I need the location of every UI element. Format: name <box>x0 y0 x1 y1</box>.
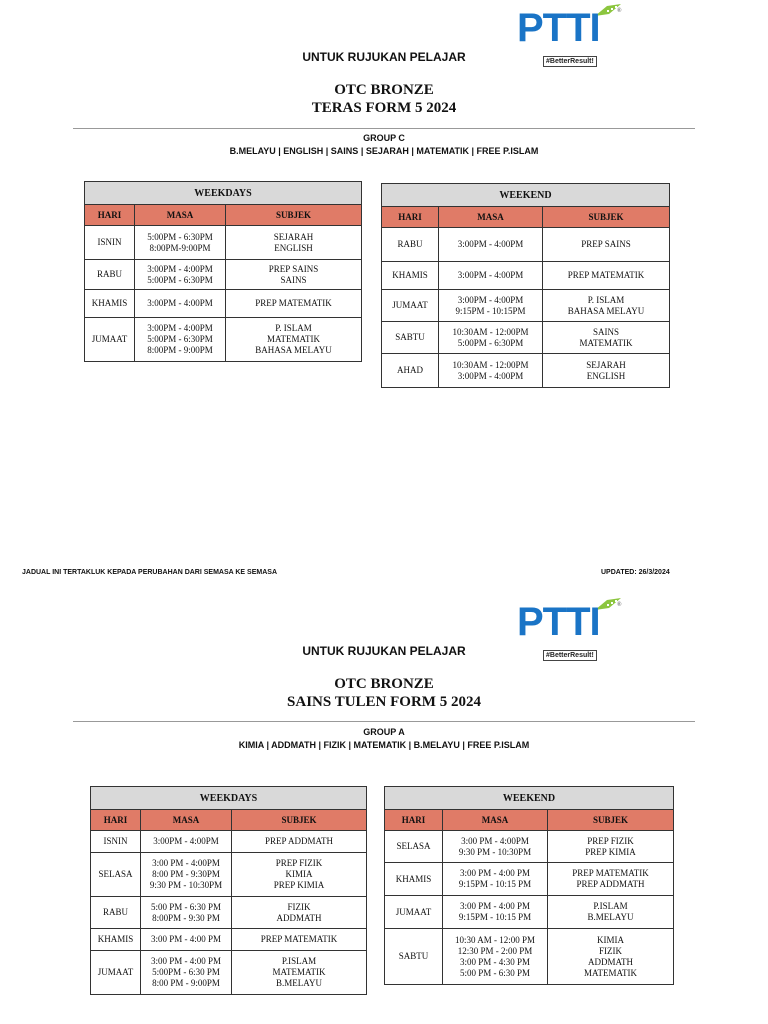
time-cell <box>135 226 226 260</box>
column-header-hari: HARI <box>91 810 141 831</box>
time-slot: 10:30AM - 12:00PM <box>452 359 529 370</box>
subject-cell <box>548 896 674 929</box>
divider <box>73 128 695 129</box>
subject-name: PREP MATEMATIK <box>260 934 338 944</box>
time-cell <box>439 262 543 290</box>
time-slot: 3:00 PM - 4:00PM <box>461 835 529 846</box>
subject-name: PREP KIMIA <box>585 846 636 857</box>
subject-name: PREP MATEMATIK <box>567 270 645 280</box>
time-slot: 9:30 PM - 10:30PM <box>458 846 532 857</box>
time-cell <box>439 228 543 262</box>
subject-cell <box>226 318 362 362</box>
time-slot: 3:00PM - 4:00PM <box>153 836 219 846</box>
weekend-table <box>384 786 674 985</box>
time-slot: 3:00 PM - 4:00 PM <box>150 934 221 944</box>
subject-name: B.MELAYU <box>587 912 634 922</box>
column-header-subjek: SUBJEK <box>226 205 362 226</box>
table-row <box>385 831 674 863</box>
subject-cell <box>543 290 670 322</box>
rujukan-label: UNTUK RUJUKAN PELAJAR <box>302 644 466 658</box>
day-cell: AHAD <box>382 354 439 388</box>
subject-list: KIMIA | ADDMATH | FIZIK | MATEMATIK | B.MELAYU | FREE P.ISLAM <box>238 740 530 750</box>
time-slot: 5:00PM - 6:30PM <box>457 337 524 348</box>
group-label: GROUP A <box>363 727 405 737</box>
subject-name: ADDMATH <box>276 912 322 923</box>
subject-name: ENGLISH <box>586 370 626 381</box>
time-slot: 3:00PM - 4:00PM <box>147 263 213 274</box>
group-label: GROUP C <box>363 133 405 143</box>
subject-cell <box>543 322 670 354</box>
group-info <box>84 726 684 752</box>
section-header: WEEKDAYS <box>91 787 367 810</box>
title-line-2: SAINS TULEN FORM 5 2024 <box>287 694 481 710</box>
time-slot: 8:00PM-9:00PM <box>149 242 211 253</box>
time-slot: 9:15PM - 10:15 PM <box>458 879 532 889</box>
day-cell: RABU <box>382 228 439 262</box>
subject-name: MATEMATIK <box>267 334 320 344</box>
subject-name: ENGLISH <box>274 242 313 253</box>
subject-name: PREP MATEMATIK <box>572 868 649 878</box>
table-row <box>91 853 367 897</box>
rujukan-label: UNTUK RUJUKAN PELAJAR <box>302 50 466 64</box>
day-cell: SELASA <box>91 853 141 897</box>
day-cell: RABU <box>91 897 141 929</box>
time-cell <box>439 322 543 354</box>
time-cell <box>141 831 232 853</box>
subject-cell <box>232 929 367 951</box>
table-row <box>85 226 362 260</box>
time-cell <box>443 896 548 929</box>
time-slot: 3:00 PM - 4:00PM <box>152 858 220 868</box>
column-header-masa: MASA <box>141 810 232 831</box>
day-cell: JUMAAT <box>385 896 443 929</box>
section-header: WEEKDAYS <box>85 182 362 205</box>
subject-cell <box>232 853 367 897</box>
column-header-masa: MASA <box>443 810 548 831</box>
subject-cell <box>543 354 670 388</box>
day-cell: KHAMIS <box>85 290 135 318</box>
footer-updated: UPDATED: 26/3/2024 <box>601 569 670 576</box>
time-slot: 10:30AM - 12:00PM <box>452 326 529 337</box>
table-row <box>382 354 670 388</box>
column-header-masa: MASA <box>135 205 226 226</box>
title-line-1: OTC BRONZE <box>334 82 434 98</box>
column-header-subjek: SUBJEK <box>232 810 367 831</box>
section-header: WEEKEND <box>382 184 670 207</box>
time-slot: 8:00PM - 9:30 PM <box>152 912 220 923</box>
time-slot: 3:00 PM - 4:30 PM <box>459 956 530 967</box>
subject-name: SAINS <box>280 274 307 285</box>
time-slot: 3:00PM - 4:00PM <box>147 323 213 333</box>
subject-cell <box>232 831 367 853</box>
table-row <box>91 831 367 853</box>
time-slot: 3:00 PM - 4:00 PM <box>459 901 530 911</box>
logo-wordmark: PTTI <box>517 600 600 644</box>
day-cell: JUMAAT <box>91 951 141 995</box>
time-slot: 3:00PM - 4:00PM <box>457 370 524 381</box>
time-slot: 5:00PM - 6:30PM <box>147 274 213 285</box>
subject-name: PREP SAINS <box>268 263 319 274</box>
time-slot: 5:00PM - 6:30PM <box>147 231 213 242</box>
subject-name: SEJARAH <box>586 359 626 370</box>
time-slot: 3:00PM - 4:00PM <box>147 298 213 308</box>
subject-cell <box>548 863 674 896</box>
time-cell <box>135 260 226 290</box>
subject-name: KIMIA <box>285 869 313 879</box>
time-cell <box>141 853 232 897</box>
time-slot: 12:30 PM - 2:00 PM <box>457 945 533 956</box>
table-row <box>382 322 670 354</box>
subject-cell <box>548 831 674 863</box>
time-slot: 9:15PM - 10:15PM <box>455 305 526 316</box>
subject-name: PREP FIZIK <box>275 858 323 868</box>
subject-cell <box>226 260 362 290</box>
time-slot: 3:00PM - 4:00PM <box>457 270 524 280</box>
table-row <box>385 863 674 896</box>
table-row <box>91 897 367 929</box>
time-slot: 9:15PM - 10:15 PM <box>458 912 532 922</box>
time-cell <box>141 951 232 995</box>
time-slot: 3:00PM - 4:00PM <box>457 294 524 305</box>
subject-name: P.ISLAM <box>281 956 317 966</box>
table-row <box>91 951 367 995</box>
logo-wordmark: PTTI <box>517 6 600 50</box>
registered-mark: ® <box>617 8 622 14</box>
table-row <box>85 260 362 290</box>
time-slot: 3:00PM - 4:00PM <box>457 239 524 249</box>
subject-name: BAHASA MELAYU <box>255 345 332 355</box>
subject-name: FIZIK <box>599 945 622 956</box>
registered-mark: ® <box>617 602 622 608</box>
subject-cell <box>232 897 367 929</box>
column-header-hari: HARI <box>85 205 135 226</box>
page-title <box>184 81 584 117</box>
subject-cell <box>226 290 362 318</box>
time-cell <box>439 354 543 388</box>
subject-name: PREP KIMIA <box>273 880 325 890</box>
table-row <box>385 896 674 929</box>
time-cell <box>135 318 226 362</box>
title-line-2: TERAS FORM 5 2024 <box>311 100 457 116</box>
time-cell <box>443 831 548 863</box>
time-slot: 5:00 PM - 6:30 PM <box>150 901 221 912</box>
subject-cell <box>232 951 367 995</box>
time-slot: 10:30 AM - 12:00 PM <box>454 934 535 945</box>
subject-name: SEJARAH <box>273 231 314 242</box>
subject-name: P. ISLAM <box>275 323 312 333</box>
divider <box>73 721 695 722</box>
section-header: WEEKEND <box>385 787 674 810</box>
subject-name: SAINS <box>592 326 619 337</box>
subject-name: ADDMATH <box>588 956 633 967</box>
table-row <box>382 228 670 262</box>
day-cell: JUMAAT <box>85 318 135 362</box>
subject-name: MATEMATIK <box>272 967 326 977</box>
weekdays-table <box>90 786 367 995</box>
subject-name: PREP ADDMATH <box>265 836 333 846</box>
table-row <box>385 929 674 985</box>
time-cell <box>141 929 232 951</box>
time-slot: 5:00PM - 6:30 PM <box>152 967 220 977</box>
column-header-hari: HARI <box>385 810 443 831</box>
day-cell: KHAMIS <box>91 929 141 951</box>
subject-name: B.MELAYU <box>276 978 322 988</box>
time-slot: 3:00 PM - 4:00 PM <box>150 956 221 966</box>
subject-name: PREP ADDMATH <box>576 879 645 889</box>
day-cell: ISNIN <box>91 831 141 853</box>
subject-name: PREP MATEMATIK <box>255 298 332 308</box>
time-slot: 5:00PM - 6:30PM <box>147 334 213 344</box>
subject-name: FIZIK <box>287 901 311 912</box>
time-cell <box>141 897 232 929</box>
time-slot: 9:30 PM - 10:30PM <box>149 880 223 890</box>
day-cell: SABTU <box>382 322 439 354</box>
table-row <box>85 318 362 362</box>
subject-name: KIMIA <box>597 934 624 945</box>
subject-name: MATEMATIK <box>579 337 633 348</box>
day-cell: SELASA <box>385 831 443 863</box>
weekend-table <box>381 183 670 388</box>
subject-cell <box>226 226 362 260</box>
subject-name: PREP SAINS <box>581 239 631 249</box>
subject-name: PREP FIZIK <box>587 835 634 846</box>
column-header-hari: HARI <box>382 207 439 228</box>
table-row <box>382 262 670 290</box>
column-header-subjek: SUBJEK <box>543 207 670 228</box>
day-cell: ISNIN <box>85 226 135 260</box>
day-cell: RABU <box>85 260 135 290</box>
time-cell <box>443 929 548 985</box>
time-cell <box>443 863 548 896</box>
page-title <box>184 675 584 711</box>
column-header-subjek: SUBJEK <box>548 810 674 831</box>
subject-cell <box>543 228 670 262</box>
subject-name: P.ISLAM <box>593 901 628 911</box>
subject-name: P. ISLAM <box>587 294 625 305</box>
logo-tagline: #BetterResult! <box>543 650 597 661</box>
subject-name: MATEMATIK <box>584 967 637 978</box>
day-cell: JUMAAT <box>382 290 439 322</box>
logo-tagline: #BetterResult! <box>543 56 597 67</box>
time-slot: 3:00 PM - 4:00 PM <box>459 868 530 878</box>
time-cell <box>135 290 226 318</box>
column-header-masa: MASA <box>439 207 543 228</box>
time-slot: 8:00 PM - 9:30PM <box>152 869 220 879</box>
footer-disclaimer: JADUAL INI TERTAKLUK KEPADA PERUBAHAN DARI SEMASA KE SEMASA <box>22 569 277 576</box>
subject-cell <box>543 262 670 290</box>
subject-cell <box>548 929 674 985</box>
subject-list: B.MELAYU | ENGLISH | SAINS | SEJARAH | MATEMATIK | FREE P.ISLAM <box>229 146 539 156</box>
time-slot: 8:00PM - 9:00PM <box>147 345 213 355</box>
title-line-1: OTC BRONZE <box>334 676 434 692</box>
time-slot: 8:00 PM - 9:00PM <box>152 978 220 988</box>
time-slot: 5:00 PM - 6:30 PM <box>459 967 530 978</box>
subject-name: BAHASA MELAYU <box>567 305 645 316</box>
day-cell: SABTU <box>385 929 443 985</box>
table-row <box>91 929 367 951</box>
time-cell <box>439 290 543 322</box>
group-info <box>84 132 684 158</box>
day-cell: KHAMIS <box>385 863 443 896</box>
weekdays-table <box>84 181 362 362</box>
day-cell: KHAMIS <box>382 262 439 290</box>
table-row <box>382 290 670 322</box>
table-row <box>85 290 362 318</box>
